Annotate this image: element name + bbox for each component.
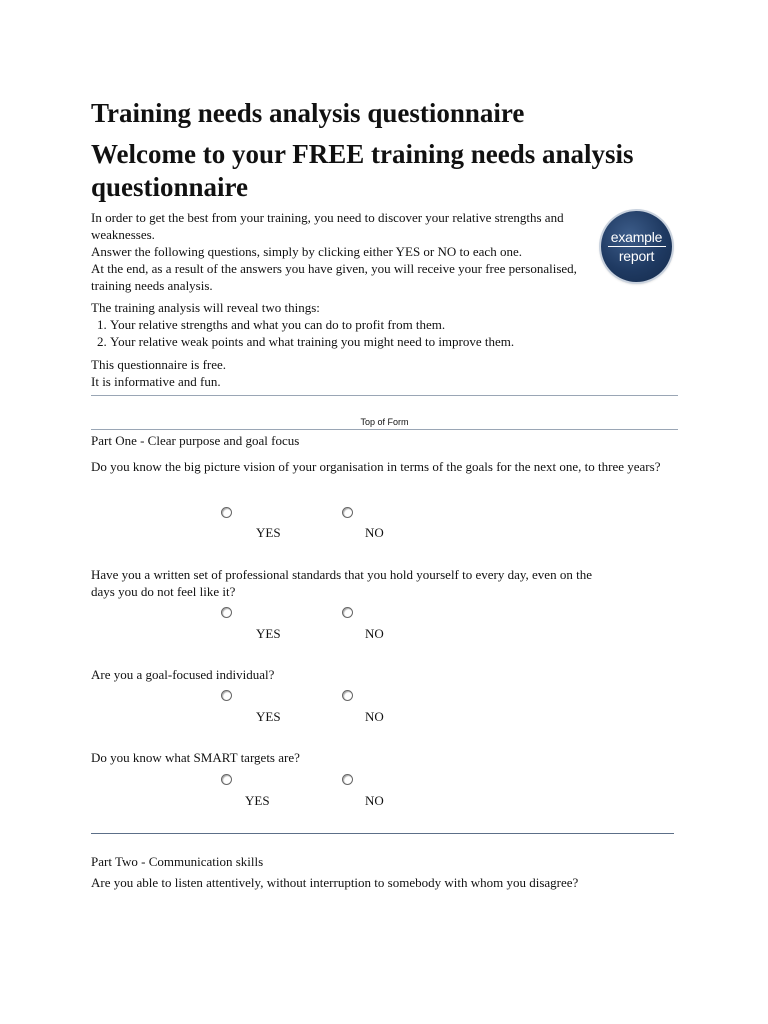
closing-paragraph xyxy=(91,356,591,390)
closing-line-2: It is informative and fun. xyxy=(91,374,221,389)
top-of-form-label: Top of Form xyxy=(360,417,409,427)
analysis-list xyxy=(91,316,671,350)
closing-line-1: This questionnaire is free. xyxy=(91,357,227,372)
question-3-text: Are you a goal-focused individual? xyxy=(91,667,275,682)
question-4-text: Do you know what SMART targets are? xyxy=(91,750,300,765)
q1-no-radio[interactable] xyxy=(342,507,353,518)
q2-no-label: NO xyxy=(365,626,384,641)
example-report-badge[interactable] xyxy=(601,211,672,282)
divider xyxy=(91,833,674,834)
q2-no-radio[interactable] xyxy=(342,607,353,618)
q4-yes-label: YES xyxy=(245,793,270,808)
divider xyxy=(91,429,678,430)
q2-yes-label: YES xyxy=(256,626,281,641)
q4-no-label: NO xyxy=(365,793,384,808)
analysis-item: 1. Your relative strengths and what you can do to profit from them. xyxy=(110,316,671,333)
intro-line-2: Answer the following questions, simply by clicking either YES or NO to each one. xyxy=(91,244,522,259)
q3-yes-radio[interactable] xyxy=(221,690,232,701)
badge-divider xyxy=(608,246,666,247)
q3-no-label: NO xyxy=(365,709,384,724)
welcome-heading: Welcome to your FREE training needs analysis questionnaire xyxy=(91,139,634,202)
q3-no-radio[interactable] xyxy=(342,690,353,701)
question-1-text: Do you know the big picture vision of your organisation in terms of the goals for the next one, to three years? xyxy=(91,459,661,474)
intro-paragraph xyxy=(91,209,596,294)
q1-no-label: NO xyxy=(365,525,384,540)
part-two-question-1-text: Are you able to listen attentively, without interruption to somebody with whom you disagree? xyxy=(91,875,579,890)
q4-yes-radio[interactable] xyxy=(221,774,232,785)
analysis-section xyxy=(91,299,671,350)
intro-line-1: In order to get the best from your training, you need to discover your relative strengths and weaknesses. xyxy=(91,210,564,242)
q1-yes-label: YES xyxy=(256,525,281,540)
badge-line-1: example xyxy=(610,229,663,245)
analysis-lead: The training analysis will reveal two things: xyxy=(91,300,320,315)
part-two-heading: Part Two - Communication skills xyxy=(91,854,264,869)
q2-yes-radio[interactable] xyxy=(221,607,232,618)
divider xyxy=(91,395,678,396)
question-2-text: Have you a written set of professional standards that you hold yourself to every day, even on the days you do not feel like it? xyxy=(91,567,592,599)
analysis-item: 2. Your relative weak points and what training you might need to improve them. xyxy=(110,333,671,350)
page-title: Training needs analysis questionnaire xyxy=(91,98,525,128)
q4-no-radio[interactable] xyxy=(342,774,353,785)
q1-yes-radio[interactable] xyxy=(221,507,232,518)
intro-line-3: At the end, as a result of the answers you have given, you will receive your free personalised, training needs analysis. xyxy=(91,261,577,293)
badge-line-2: report xyxy=(618,248,655,264)
q3-yes-label: YES xyxy=(256,709,281,724)
part-one-heading: Part One - Clear purpose and goal focus xyxy=(91,433,300,448)
